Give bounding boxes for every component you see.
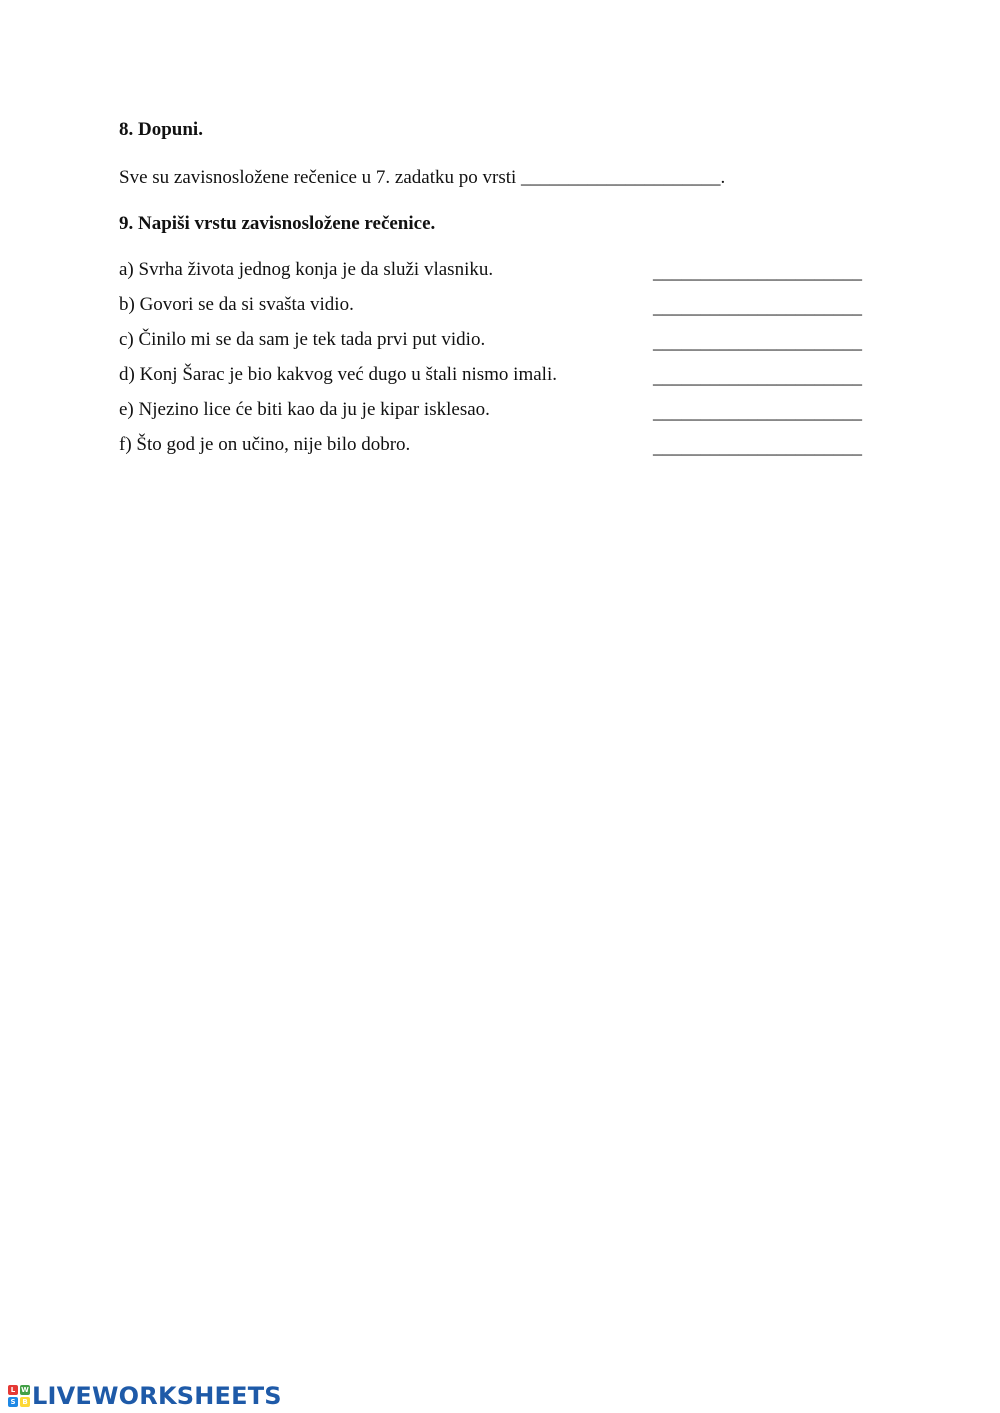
task9-answer-e[interactable]: ______________________ — [653, 402, 862, 423]
task9-item-c: c) Činilo mi se da sam je tek tada prvi put vidio. — [119, 329, 486, 350]
task9-item-f: f) Što god je on učino, nije bilo dobro. — [119, 434, 411, 455]
task9-item-a: a) Svrha života jednog konja je da služi vlasniku. — [119, 259, 494, 280]
task9-item-b: b) Govori se da si svašta vidio. — [119, 294, 354, 315]
logo-square-icon: S — [8, 1397, 18, 1407]
liveworksheets-logo[interactable] — [8, 1381, 282, 1411]
logo-square-icon: L — [8, 1385, 18, 1395]
task9-item-d: d) Konj Šarac je bio kakvog već dugo u štali nismo imali. — [119, 364, 557, 385]
task9-heading: 9. Napiši vrstu zavisnosložene rečenice. — [119, 213, 436, 234]
task9-answer-d[interactable]: ______________________ — [653, 367, 862, 388]
task8-sentence: Sve su zavisnosložene rečenice u 7. zadatku po vrsti _____________________. — [119, 167, 726, 188]
task9-answer-a[interactable]: ______________________ — [653, 262, 862, 283]
task9-item-e: e) Njezino lice će biti kao da ju je kipar isklesao. — [119, 399, 490, 420]
logo-text: LIVEWORKSHEETS — [32, 1382, 282, 1410]
task9-answer-b[interactable]: ______________________ — [653, 297, 862, 318]
logo-square-icon: W — [21, 1386, 29, 1394]
liveworksheets-logo-icon — [8, 1385, 30, 1407]
task8-heading: 8. Dopuni. — [119, 119, 203, 140]
task9-answer-c[interactable]: ______________________ — [653, 332, 862, 353]
task9-answer-f[interactable]: ______________________ — [653, 437, 862, 458]
logo-square-icon: B — [20, 1397, 30, 1407]
